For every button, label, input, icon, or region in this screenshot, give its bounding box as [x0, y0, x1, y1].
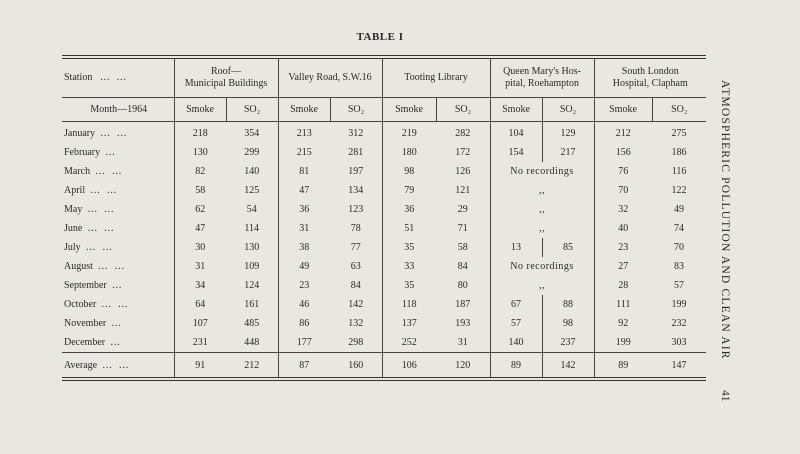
month-label: Month—1964 [62, 98, 174, 122]
sl-so2: 116 [671, 166, 687, 177]
roof-so2: 130 [244, 242, 260, 253]
sl-so2: 70 [674, 242, 685, 253]
tooting-so2: 193 [455, 318, 471, 329]
tooting-smoke: 137 [382, 314, 436, 333]
valley-smoke: 87 [278, 353, 330, 378]
valley-smoke: 36 [278, 200, 330, 219]
valley-so2: 123 [348, 204, 364, 215]
col-smoke: Smoke [594, 98, 652, 122]
qm-so2: 98 [542, 314, 594, 333]
month-cell [62, 143, 174, 162]
table-row [62, 238, 706, 257]
tooting-so2: 172 [455, 147, 471, 158]
leader-dots: … [111, 280, 124, 291]
sl-smoke: 76 [594, 162, 652, 181]
table-row [62, 143, 706, 162]
tooting-so2: 31 [457, 337, 468, 348]
tooting-smoke: 98 [382, 162, 436, 181]
month-name: August [64, 261, 93, 272]
month-cell [62, 162, 174, 181]
sl-smoke: 28 [594, 276, 652, 295]
roof-smoke: 62 [174, 200, 226, 219]
month-cell [62, 333, 174, 353]
month-cell [62, 181, 174, 200]
valley-smoke: 213 [278, 122, 330, 144]
month-name: Average [64, 359, 98, 371]
top-rule [62, 55, 706, 56]
qm-note: No recordings [490, 162, 594, 181]
valley-so2: 142 [348, 299, 364, 310]
tooting-so2: 71 [457, 223, 468, 234]
qm-smoke: 154 [490, 143, 542, 162]
qm-smoke: 57 [490, 314, 542, 333]
valley-smoke: 215 [278, 143, 330, 162]
tooting-smoke: 180 [382, 143, 436, 162]
valley-so2: 132 [348, 318, 364, 329]
sl-so2: 49 [674, 204, 685, 215]
qm-so2: 88 [542, 295, 594, 314]
qm-so2: 85 [542, 238, 594, 257]
col-so2: SO₂ [436, 98, 490, 122]
sl-smoke: 212 [594, 122, 652, 144]
month-cell [62, 257, 174, 276]
table-row [62, 314, 706, 333]
month-cell [62, 238, 174, 257]
leader-dots: … [105, 147, 118, 158]
sl-smoke: 40 [594, 219, 652, 238]
sl-smoke: 156 [594, 143, 652, 162]
col-so2: SO₂ [330, 98, 382, 122]
month-name: December [64, 337, 106, 348]
tooting-so2: 80 [457, 280, 468, 291]
table-row [62, 333, 706, 353]
valley-smoke: 86 [278, 314, 330, 333]
tooting-smoke: 79 [382, 181, 436, 200]
station-header-0 [174, 59, 278, 98]
tooting-smoke: 106 [382, 353, 436, 378]
table-row [62, 200, 706, 219]
sl-smoke: 32 [594, 200, 652, 219]
month-cell [62, 314, 174, 333]
station-0-line-2: Municipal Buildings [184, 78, 268, 89]
tooting-so2: 187 [455, 299, 471, 310]
tooting-so2: 84 [457, 261, 468, 272]
col-smoke: Smoke [490, 98, 542, 122]
pollution-table-container [62, 55, 706, 381]
qm-note: No recordings [490, 257, 594, 276]
qm-note: ,, [490, 276, 594, 295]
col-so2: SO₂ [542, 98, 594, 122]
roof-smoke: 31 [174, 257, 226, 276]
leader-dots: … … [87, 223, 116, 234]
table-row [62, 295, 706, 314]
roof-so2: 109 [244, 261, 260, 272]
qm-smoke: 104 [490, 122, 542, 144]
sl-so2: 186 [671, 147, 687, 158]
roof-smoke: 30 [174, 238, 226, 257]
roof-smoke: 130 [174, 143, 226, 162]
sl-smoke: 199 [594, 333, 652, 353]
station-3-line-1: Queen Mary's Hos- [503, 66, 581, 77]
roof-so2: 54 [246, 204, 257, 215]
col-smoke: Smoke [382, 98, 436, 122]
col-so2: SO₂ [226, 98, 278, 122]
roof-smoke: 34 [174, 276, 226, 295]
leader-dots: … … [85, 242, 115, 253]
month-name: January [64, 128, 96, 139]
sl-so2: 74 [674, 223, 685, 234]
qm-smoke: 89 [490, 353, 542, 378]
station-2-line-1: Tooting Library [404, 72, 468, 83]
qm-so2: 129 [542, 122, 594, 144]
valley-smoke: 46 [278, 295, 330, 314]
month-name: May [64, 204, 83, 215]
sl-so2: 199 [671, 299, 687, 310]
leader-dots: … … [90, 185, 119, 196]
month-name: March [64, 166, 91, 177]
valley-so2: 134 [348, 185, 364, 196]
col-so2: SO₂ [652, 98, 706, 122]
valley-so2: 281 [348, 147, 364, 158]
tooting-so2: 126 [455, 166, 471, 177]
qm-smoke: 67 [490, 295, 542, 314]
sl-so2: 147 [652, 353, 706, 378]
valley-so2: 197 [348, 166, 364, 177]
station-label: Station [64, 72, 93, 83]
station-header-1 [278, 59, 382, 98]
qm-smoke: 140 [490, 333, 542, 353]
month-name: September [64, 280, 107, 291]
roof-smoke: 91 [174, 353, 226, 378]
tooting-smoke: 33 [382, 257, 436, 276]
station-header-2 [382, 59, 490, 98]
table-row [62, 162, 706, 181]
valley-smoke: 38 [278, 238, 330, 257]
sl-smoke: 27 [594, 257, 652, 276]
month-name: February [64, 147, 101, 158]
tooting-smoke: 252 [382, 333, 436, 353]
sl-so2: 303 [671, 337, 687, 348]
tooting-so2: 121 [455, 185, 471, 196]
tooting-smoke: 219 [382, 122, 436, 144]
sl-so2: 122 [671, 185, 687, 196]
qm-so2: 142 [542, 353, 594, 378]
col-smoke: Smoke [174, 98, 226, 122]
station-4-line-2: Hospital, Clapham [612, 78, 688, 89]
col-smoke: Smoke [278, 98, 330, 122]
qm-note: ,, [490, 219, 594, 238]
month-name: April [64, 185, 86, 196]
month-cell [62, 200, 174, 219]
tooting-so2: 29 [457, 204, 468, 215]
leader-dots: … … [95, 166, 124, 177]
tooting-so2: 120 [436, 353, 490, 378]
valley-smoke: 47 [278, 181, 330, 200]
valley-so2: 298 [348, 337, 364, 348]
leader-dots: … … [87, 204, 116, 215]
station-1-line-1: Valley Road, S.W.16 [288, 72, 372, 83]
sl-so2: 275 [671, 128, 687, 139]
station-header-row [62, 59, 706, 98]
tooting-smoke: 118 [382, 295, 436, 314]
tooting-so2: 58 [457, 242, 468, 253]
valley-smoke: 177 [278, 333, 330, 353]
valley-smoke: 23 [278, 276, 330, 295]
month-cell [62, 353, 174, 378]
table-row [62, 122, 706, 144]
month-cell [62, 276, 174, 295]
month-name: November [64, 318, 107, 329]
running-header [718, 60, 744, 420]
roof-smoke: 231 [174, 333, 226, 353]
leader-dots: … … [102, 359, 131, 371]
valley-so2: 84 [350, 280, 361, 291]
station-4-line-1: South London [621, 66, 679, 77]
valley-so2: 312 [348, 128, 364, 139]
leader-dots: … … [97, 261, 127, 272]
sl-smoke: 92 [594, 314, 652, 333]
roof-so2: 485 [244, 318, 260, 329]
bottom-rule [62, 377, 706, 378]
roof-so2: 448 [244, 337, 260, 348]
qm-so2: 217 [542, 143, 594, 162]
roof-so2: 140 [244, 166, 260, 177]
roof-smoke: 64 [174, 295, 226, 314]
tooting-smoke: 35 [382, 238, 436, 257]
valley-so2: 78 [350, 223, 361, 234]
station-label-cell [62, 59, 174, 98]
sl-so2: 83 [674, 261, 685, 272]
table-row [62, 276, 706, 295]
page-number: 41 [719, 390, 731, 402]
sl-smoke: 23 [594, 238, 652, 257]
valley-so2: 63 [350, 261, 361, 272]
table-row [62, 219, 706, 238]
roof-smoke: 58 [174, 181, 226, 200]
pollution-table [62, 59, 706, 377]
month-name: June [64, 223, 83, 234]
roof-so2: 161 [244, 299, 260, 310]
roof-smoke: 218 [174, 122, 226, 144]
roof-smoke: 47 [174, 219, 226, 238]
leader-dots: … … [100, 128, 129, 139]
tooting-smoke: 36 [382, 200, 436, 219]
month-cell [62, 219, 174, 238]
month-name: July [64, 242, 81, 253]
station-3-line-2: pital, Roehampton [505, 78, 579, 89]
leader-dots: … [111, 318, 124, 329]
tooting-smoke: 51 [382, 219, 436, 238]
sl-smoke: 70 [594, 181, 652, 200]
month-name: October [64, 299, 97, 310]
tooting-smoke: 35 [382, 276, 436, 295]
sl-smoke: 89 [594, 353, 652, 378]
roof-so2: 124 [244, 280, 260, 291]
roof-so2: 125 [244, 185, 260, 196]
sl-so2: 57 [674, 280, 685, 291]
roof-so2: 212 [226, 353, 278, 378]
roof-smoke: 107 [174, 314, 226, 333]
column-header-row [62, 98, 706, 122]
month-cell [62, 295, 174, 314]
sl-so2: 232 [671, 318, 687, 329]
station-header-4 [594, 59, 706, 98]
running-header-text: ATMOSPHERIC POLLUTION AND CLEAN AIR [719, 80, 731, 360]
valley-smoke: 49 [278, 257, 330, 276]
roof-so2: 114 [244, 223, 260, 234]
qm-note: ,, [490, 181, 594, 200]
bottom-rule-2 [62, 380, 706, 381]
table-row [62, 257, 706, 276]
table-title: TABLE I [356, 31, 404, 43]
leader-dots: … … [101, 299, 130, 310]
qm-smoke: 13 [490, 238, 542, 257]
leader-dots: … [110, 337, 123, 348]
tooting-so2: 282 [455, 128, 471, 139]
station-dots: … … [99, 72, 129, 83]
roof-so2: 354 [244, 128, 260, 139]
average-row [62, 353, 706, 378]
valley-so2: 160 [330, 353, 382, 378]
table-row [62, 181, 706, 200]
roof-smoke: 82 [174, 162, 226, 181]
valley-so2: 77 [350, 242, 361, 253]
roof-so2: 299 [244, 147, 260, 158]
valley-smoke: 81 [278, 162, 330, 181]
valley-smoke: 31 [278, 219, 330, 238]
station-0-line-1: Roof— [211, 66, 241, 77]
qm-note: ,, [490, 200, 594, 219]
qm-so2: 237 [542, 333, 594, 353]
station-header-3 [490, 59, 594, 98]
month-cell [62, 122, 174, 144]
sl-smoke: 111 [594, 295, 652, 314]
